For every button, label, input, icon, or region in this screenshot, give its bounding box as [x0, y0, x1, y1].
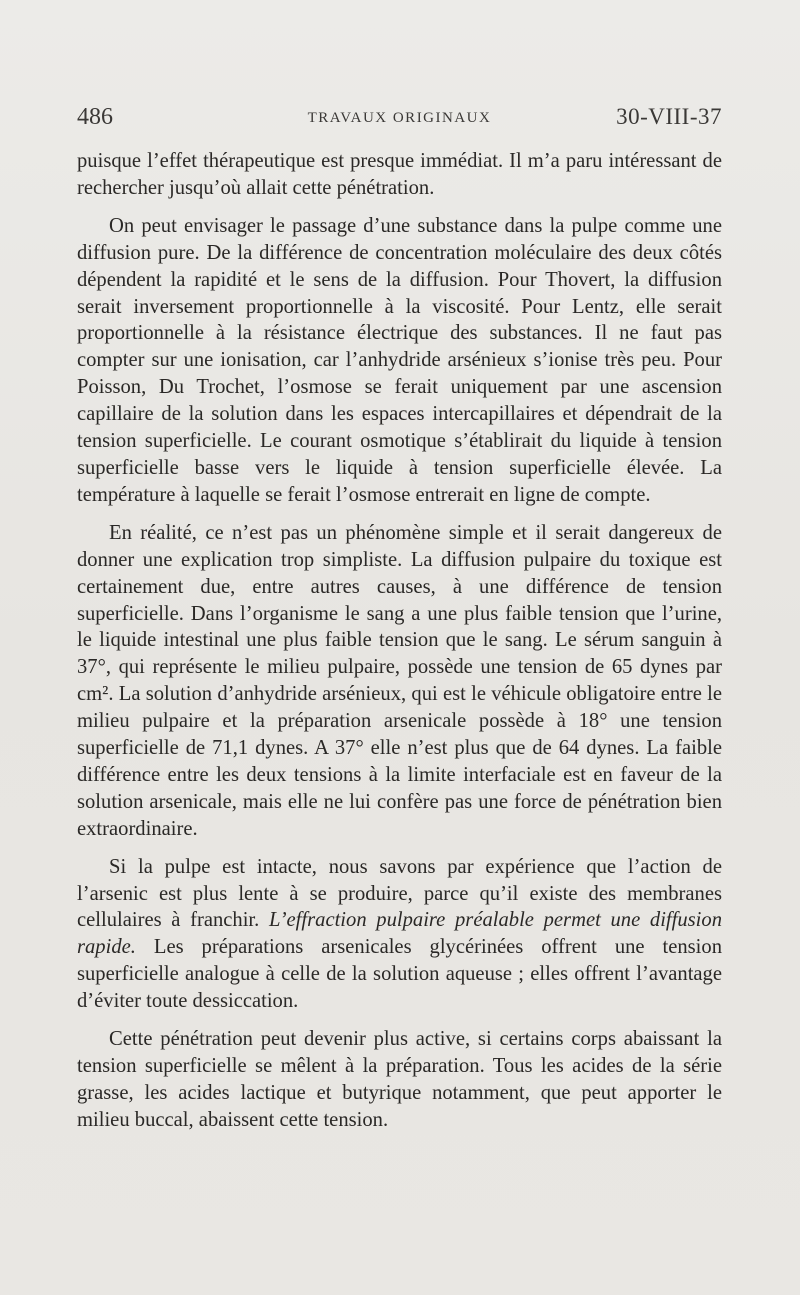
- page-header: [77, 104, 722, 134]
- paragraph-3: En réalité, ce n’est pas un phénomène simple et il serait dangereux de donner une explication trop simpliste. La diffusion pulpaire du toxique est certainement due, entre autres causes, à une différence de tension superficielle. Dans l’organisme le sang a une plus faible tension que l’urine, le liquide intestinal une plus faible tension que le sang. Le sérum sanguin à 37°, qui représente le milieu pulpaire, possède une tension de 65 dynes par cm². La solution d’anhydride arsénieux, qui est le véhicule obligatoire entre le milieu pulpaire et la préparation arsenicale possède à 18° une tension superficielle de 71,1 dynes. A 37° elle n’est plus que de 64 dynes. La faible différence entre les deux tensions à la limite interfaciale est en faveur de la solution arsenicale, mais elle ne lui confère pas une force de pénétration bien extraordinaire.: [77, 521, 722, 840]
- issue-date: 30-VIII-37: [616, 104, 722, 129]
- paragraph-4-text-start: Si la pulpe est intacte, nous savons par expérience que l’action de l’arsenic est plus lente à se produire, parce qu’il existe des membranes cellulaires à franchir.: [77, 855, 722, 932]
- running-title: TRAVAUX ORIGINAUX: [307, 110, 492, 126]
- paragraph-4-italic-text: L’effraction pulpaire préalable permet une diffusion rapide.: [77, 909, 722, 959]
- paragraph-4: [77, 854, 722, 1015]
- page-number: 486: [77, 104, 113, 130]
- paragraph-2: On peut envisager le passage d’une substance dans la pulpe comme une diffusion pure. De la différence de concentration moléculaire des deux côtés dépendent la rapidité et le sens de la diffusion. Pour Thovert, la diffusion serait inversement proportionnelle à la viscosité. Pour Lentz, elle serait proportionnelle à la résistance électrique des substances. Il ne faut pas compter sur une ionisation, car l’anhydride arsénieux s’ionise très peu. Pour Poisson, Du Trochet, l’osmose se ferait uniquement par une ascension capillaire de la solution dans les espaces intercapillaires et dépendrait de la tension superficielle. Le courant osmotique s’établirait du liquide à tension superficielle basse vers le liquide à tension superficielle élevée. La température à laquelle se ferait l’osmose entrerait en ligne de compte.: [77, 214, 722, 506]
- paragraph-1: puisque l’effet thérapeutique est presque immédiat. Il m’a paru intéressant de rechercher jusqu’où allait cette pénétration.: [77, 150, 722, 199]
- paragraph-5: Cette pénétration peut devenir plus active, si certains corps abaissant la tension superficielle se mêlent à la préparation. Tous les acides de la série grasse, les acides lactique et butyrique notamment, que peut apporter le milieu buccal, abaissent cette tension.: [77, 1028, 722, 1131]
- paragraph-4-text-end: Les préparations arsenicales glycérinées offrent une tension superficielle analogue à celle de la solution aqueuse ; elles offrent l’avantage d’éviter toute dessiccation.: [77, 936, 722, 1013]
- body-text: [77, 148, 722, 1134]
